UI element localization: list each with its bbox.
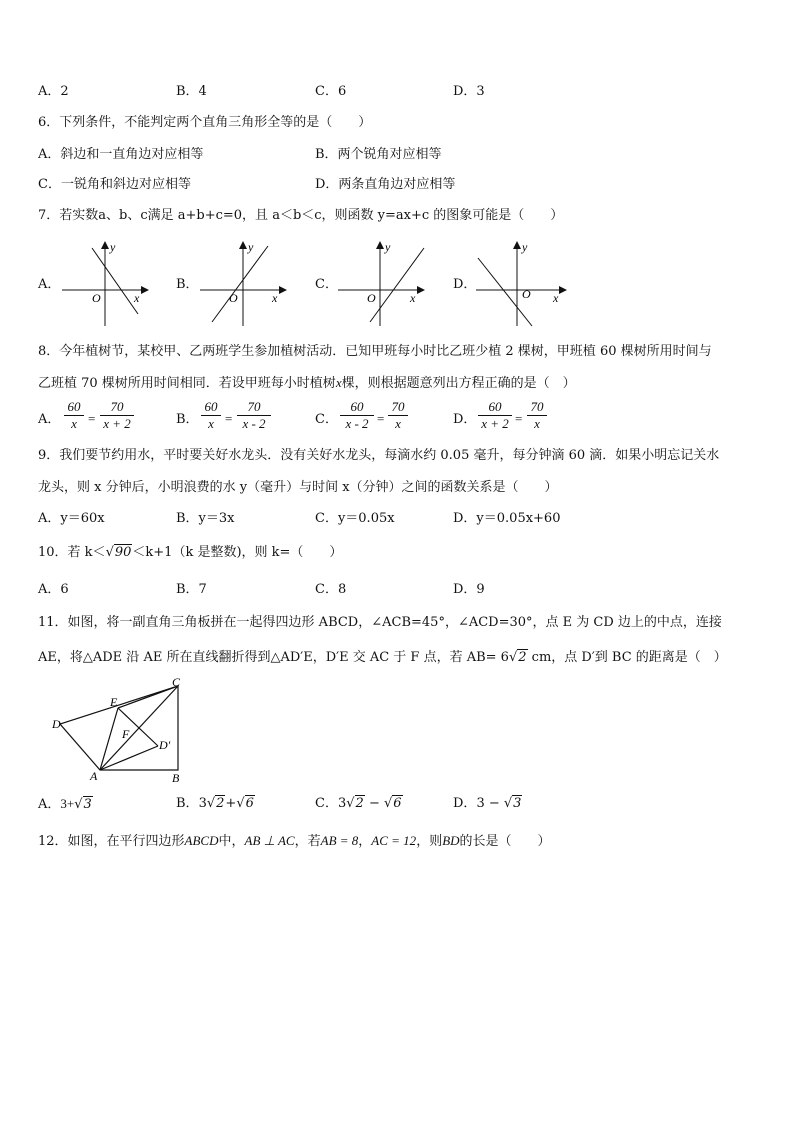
q7-graphs — [0, 236, 794, 331]
q9-option-d: D．y＝0.05x+60 — [453, 511, 561, 526]
q11-stem-line2 — [38, 650, 727, 666]
q8-stem2a: 乙班植 70 棵树所用时间相同．若设甲班每小时植树 — [38, 376, 336, 391]
q9-option-c: C．y＝0.05x — [315, 511, 395, 526]
q8-c-left-frac: 60 x - 2 — [340, 400, 374, 431]
q7-graph-c — [338, 240, 424, 326]
q7-label-c: C． — [315, 277, 338, 292]
q8-c-right-frac: 70 x — [388, 400, 408, 431]
q7-a-x: x — [134, 291, 140, 305]
q10-option-a: A．6 — [38, 582, 69, 597]
q11-option-b: B．3√2+√6 — [176, 796, 254, 811]
q11-sqrt: √2 — [508, 650, 527, 665]
q7-label-a: A． — [38, 277, 61, 292]
q8-a-left-frac: 60 x — [64, 400, 84, 431]
q7-label-d: D． — [453, 277, 477, 292]
q8-label-c: C． — [315, 412, 338, 427]
q11-label-e: E — [110, 695, 118, 709]
q8-b-eq: = — [225, 411, 233, 426]
q8-a-eq: = — [88, 411, 96, 426]
q8-b-left-frac: 60 x — [201, 400, 221, 431]
q11-label-dp: D′ — [159, 738, 171, 752]
q10-post: ＜k+1（k 是整数)，则 k=（ ） — [132, 545, 343, 560]
q7-d-x: x — [553, 291, 559, 305]
q8-label-b: B． — [176, 412, 199, 427]
q11-stem-line1: 11．如图，将一副直角三角板拼在一起得四边形 ABCD，∠ACB=45°，∠ACD=30°，点 E 为 CD 边上的中点，连接 — [38, 615, 722, 630]
q8-d-left-frac: 60 x + 2 — [478, 400, 512, 431]
q8-var-x: x — [335, 375, 342, 390]
q11-option-d: D．3 − √3 — [453, 796, 522, 811]
q11-label-b: B — [172, 771, 180, 785]
q7-graph-d — [476, 240, 566, 326]
q9-stem-line1: 9．我们要节约用水，平时要关好水龙头．没有关好水龙头，每滴水约 0.05 毫升，每分钟滴 60 滴．如果小明忘记关水 — [38, 448, 720, 463]
q8-c-eq: = — [377, 411, 385, 426]
q7-b-x: x — [272, 291, 278, 305]
q11-option-a: A．3+√3 — [38, 796, 92, 812]
q9-option-a: A．y＝60x — [38, 511, 105, 526]
q9-stem-line2: 龙头，则 x 分钟后，小明浪费的水 y（毫升）与时间 x（分钟）之间的函数关系是（ ） — [38, 480, 558, 495]
q7-a-y: y — [110, 240, 116, 254]
q7-c-y: y — [385, 240, 391, 254]
q11-option-c: C．3√2 − √6 — [315, 796, 402, 811]
q11-label-c: C — [172, 676, 181, 689]
q7-b-o: O — [229, 291, 238, 305]
q8-stem2b: 棵，则根据题意列出方程正确的是（ ） — [341, 376, 576, 391]
q6-option-c: C．一锐角和斜边对应相等 — [38, 177, 191, 192]
q7-graph-a — [62, 240, 148, 326]
q8-label-a: A． — [38, 412, 61, 427]
q7-c-o: O — [367, 291, 376, 305]
q7-d-y: y — [522, 240, 528, 254]
q10-option-c: C．8 — [315, 582, 347, 597]
q8-label-d: D． — [453, 412, 477, 427]
q5-option-d: D．3 — [453, 84, 485, 99]
q11-figure — [40, 676, 200, 788]
q7-label-b: B． — [176, 277, 199, 292]
q7-graph-b — [200, 240, 286, 326]
q7-a-o: O — [92, 291, 101, 305]
q8-a-right-frac: 70 x + 2 — [100, 400, 134, 431]
q10-stem — [38, 545, 342, 561]
q12-stem: 12．如图，在平行四边形ABCD中，AB ⊥ AC，若AB = 8，AC = 12，则BD的长是（ ） — [38, 833, 551, 849]
q8-b-right-frac: 70 x - 2 — [237, 400, 271, 431]
q7-b-y: y — [248, 240, 254, 254]
q11-label-d: D — [52, 717, 61, 731]
q6-option-b: B．两个锐角对应相等 — [315, 147, 442, 162]
q7-c-x: x — [410, 291, 416, 305]
q8-stem-line1: 8．今年植树节，某校甲、乙两班学生参加植树活动．已知甲班每小时比乙班少植 2 棵树，甲班植 60 棵树所用时间与 — [38, 344, 712, 359]
q11-stem2b: cm，点 D′到 BC 的距离是（ ） — [531, 650, 727, 665]
q8-d-right-frac: 70 x — [527, 400, 547, 431]
q7-stem: 7．若实数a、b、c满足 a+b+c=0，且 a＜b＜c，则函数 y=ax+c 的图象可能是（ ） — [38, 208, 564, 223]
q5-option-b: B．4 — [176, 84, 207, 99]
q11-label-a: A — [90, 769, 98, 783]
q10-sqrt: √90 — [105, 545, 132, 560]
q11-stem2a: AE，将△ADE 沿 AE 所在直线翻折得到△AD′E，D′E 交 AC 于 F 点，若 AB= 6 — [38, 650, 509, 665]
q10-option-b: B．7 — [176, 582, 207, 597]
q9-option-b: B．y＝3x — [176, 511, 235, 526]
q10-option-d: D．9 — [453, 582, 485, 597]
q7-d-o: O — [522, 287, 531, 301]
q6-stem: 6．下列条件，不能判定两个直角三角形全等的是（ ） — [38, 115, 372, 130]
q6-option-d: D．两条直角边对应相等 — [315, 177, 456, 192]
q5-option-a: A．2 — [38, 84, 69, 99]
q5-option-c: C．6 — [315, 84, 347, 99]
q8-d-eq: = — [515, 411, 523, 426]
q10-pre: 10．若 k＜ — [38, 545, 106, 560]
q11-label-f: F — [122, 727, 130, 741]
q8-stem-line2 — [38, 375, 576, 392]
q6-option-a: A．斜边和一直角边对应相等 — [38, 147, 204, 162]
